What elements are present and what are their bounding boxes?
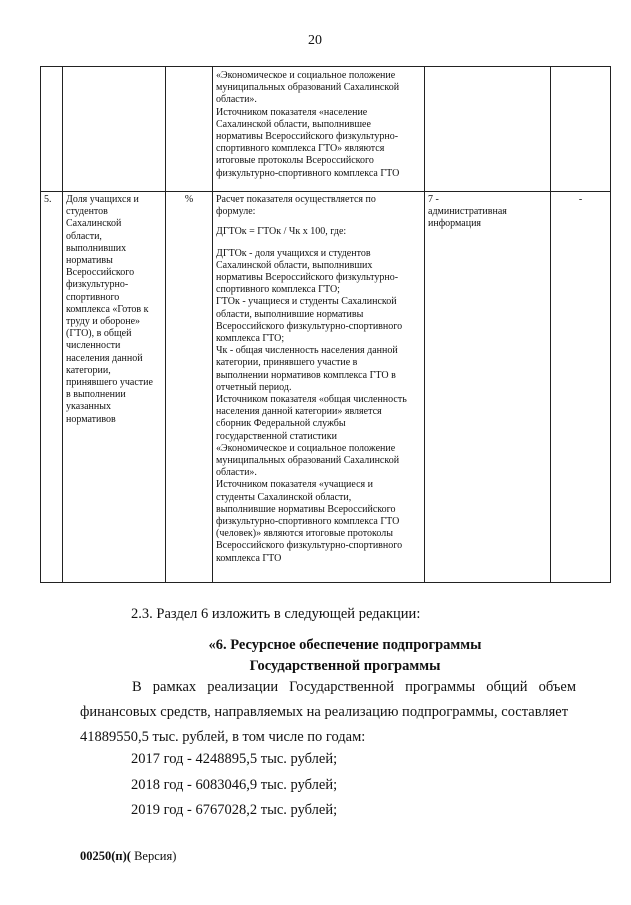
- source-line: информация: [428, 218, 482, 230]
- methodology-line: категории, принявшего участие в: [216, 357, 358, 369]
- methodology-intro-line: формуле:: [216, 206, 256, 218]
- methodology-line: Источником показателя «население: [216, 106, 368, 118]
- cell-last: -: [551, 192, 611, 583]
- indicators-table: [40, 66, 611, 583]
- methodology-line: муниципальных образований Сахалинской: [216, 455, 400, 467]
- section-instruction: 2.3. Раздел 6 изложить в следующей редакции:: [131, 606, 421, 622]
- methodology-line: сборник Федеральной службы: [216, 418, 346, 430]
- cell-unit: %: [166, 192, 213, 583]
- methodology-line: населения данной категории» является: [216, 406, 382, 418]
- methodology-line: Источником показателя «общая численность: [216, 394, 407, 406]
- footer-code: 00250(п)(: [80, 849, 131, 863]
- table-row-5: [41, 192, 611, 583]
- indicator-line: выполнивших: [66, 242, 127, 254]
- methodology-line: спортивного комплекса ГТО;: [216, 284, 340, 296]
- section-heading-line-1: «6. Ресурсное обеспечение подпрограммы: [208, 637, 482, 653]
- cell-source: [425, 192, 551, 583]
- paragraph-body: [80, 700, 576, 750]
- cell-last-empty: [551, 67, 611, 192]
- indicator-line: студентов: [66, 206, 108, 218]
- source-line: 7 -: [428, 194, 439, 205]
- indicator-line: в выполнении: [66, 389, 126, 401]
- indicator-line: нормативов: [66, 413, 116, 425]
- cell-indicator-empty: [63, 67, 166, 192]
- indicator-line: Сахалинской: [66, 218, 122, 230]
- indicator-line: численности: [66, 340, 121, 352]
- methodology-line: (человек)» являются итоговые протоколы: [216, 528, 393, 540]
- indicator-line: принявшего участие: [66, 377, 153, 389]
- source-line: административная: [428, 206, 507, 218]
- cell-methodology-continuation: [213, 67, 425, 192]
- paragraph-first-line: В рамках реализации Государственной программы общий объем: [132, 679, 576, 695]
- cell-source-empty: [425, 67, 551, 192]
- methodology-line: отчетный период.: [216, 381, 292, 393]
- methodology-line: спортивного комплекса ГТО» являются: [216, 143, 385, 155]
- paragraph-line: 41889550,5 тыс. рублей, в том числе по годам:: [80, 729, 366, 745]
- methodology-line: области».: [216, 94, 257, 106]
- methodology-line: итоговые протоколы Всероссийского: [216, 155, 374, 167]
- table-row-continuation: [41, 67, 611, 192]
- methodology-line: Сахалинской области, выполнившее: [216, 118, 371, 130]
- methodology-line: Источником показателя «учащиеся и: [216, 479, 373, 491]
- methodology-line: ДГТОк - доля учащихся и студентов: [216, 247, 371, 259]
- document-footer: [80, 849, 176, 864]
- cell-unit-empty: [166, 67, 213, 192]
- methodology-line: Чк - общая численность населения данной: [216, 345, 398, 357]
- year-line-2019: 2019 год - 6767028,2 тыс. рублей;: [131, 802, 338, 818]
- indicator-line: спортивного: [66, 291, 120, 303]
- section-heading-line-2: Государственной программы: [249, 658, 441, 674]
- cell-number: 5.: [41, 192, 63, 583]
- methodology-line: физкультурно-спортивного комплекса ГТО: [216, 167, 400, 179]
- methodology-line: студенты Сахалинской области,: [216, 491, 352, 503]
- methodology-line: «Экономическое и социальное положение: [216, 70, 396, 81]
- methodology-line: физкультурно-спортивного комплекса ГТО: [216, 516, 400, 528]
- methodology-line: Всероссийского физкультурно-спортивного: [216, 540, 403, 552]
- methodology-line: муниципальных образований Сахалинской: [216, 82, 400, 94]
- methodology-intro-line: Расчет показателя осуществляется по: [216, 194, 376, 205]
- methodology-line: выполнении нормативов комплекса ГТО в: [216, 369, 396, 381]
- methodology-line: комплекса ГТО;: [216, 333, 285, 345]
- formula: ДГТОк = ГТОк / Чк х 100, где:: [216, 226, 347, 238]
- indicator-line: Доля учащихся и: [66, 194, 139, 205]
- methodology-line: Всероссийского физкультурно-спортивного: [216, 320, 403, 332]
- methodology-line: нормативы Всероссийского физкультурно-: [216, 272, 399, 284]
- methodology-line: Сахалинской области, выполнивших: [216, 259, 373, 271]
- paragraph-line: финансовых средств, направляемых на реализацию подпрограммы, составляет: [80, 704, 569, 720]
- indicator-line: труду и обороне»: [66, 316, 141, 328]
- footer-version: Версия): [130, 849, 177, 863]
- cell-methodology: [213, 192, 425, 583]
- indicator-line: (ГТО), в общей: [66, 328, 132, 340]
- methodology-line: государственной статистики: [216, 430, 337, 442]
- year-line-2017: 2017 год - 4248895,5 тыс. рублей;: [131, 751, 338, 767]
- indicator-line: физкультурно-: [66, 279, 129, 291]
- methodology-line: нормативы Всероссийского физкультурно-: [216, 131, 399, 143]
- indicator-line: категории,: [66, 364, 111, 376]
- methodology-line: ГТОк - учащиеся и студенты Сахалинской: [216, 296, 397, 308]
- cell-number-empty: [41, 67, 63, 192]
- indicator-line: нормативы: [66, 255, 113, 267]
- methodology-line: области».: [216, 467, 257, 479]
- page-number: 20: [308, 33, 322, 48]
- methodology-line: комплекса ГТО: [216, 552, 282, 564]
- cell-indicator-name: [63, 192, 166, 583]
- indicator-line: населения данной: [66, 352, 143, 364]
- indicator-line: указанных: [66, 401, 111, 413]
- indicator-line: Всероссийского: [66, 267, 135, 279]
- indicator-line: комплекса «Готов к: [66, 303, 149, 315]
- indicator-line: области,: [66, 230, 102, 242]
- methodology-line: области, выполнившие нормативы: [216, 308, 364, 320]
- methodology-line: «Экономическое и социальное положение: [216, 442, 396, 454]
- methodology-line: выполнившие нормативы Всероссийского: [216, 503, 396, 515]
- year-line-2018: 2018 год - 6083046,9 тыс. рублей;: [131, 777, 338, 793]
